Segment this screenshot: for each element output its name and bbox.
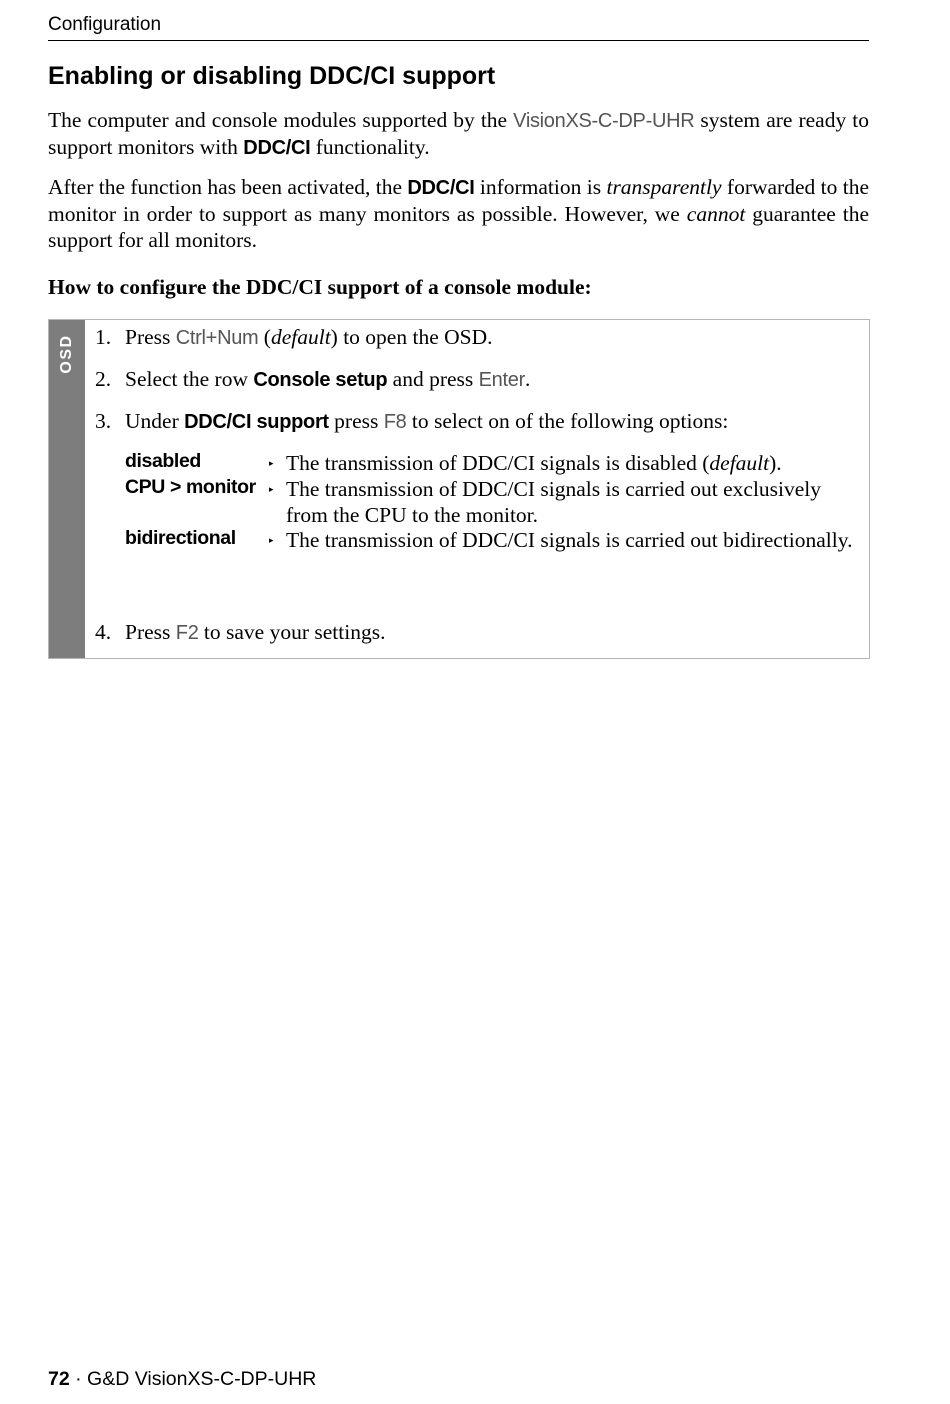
ddc-term: DDC/CI <box>243 137 311 159</box>
intro-paragraph: The computer and console modules supported by the VisionXS-C-DP-UHR system are ready to support monitors with DDC/CI functionality. <box>48 108 869 159</box>
triangle-right-icon: ▸ <box>269 458 274 468</box>
step-1: 1. Press Ctrl+Num (default) to open the OSD. <box>95 325 493 349</box>
key-f2: F2 <box>175 622 199 644</box>
key-ctrl-num: Ctrl+Num <box>175 327 259 349</box>
emphasis: cannot <box>686 202 746 226</box>
emphasis: transparently <box>606 175 722 199</box>
osd-procedure-box <box>48 319 870 659</box>
option-bidirectional-term: bidirectional <box>125 527 236 549</box>
activation-paragraph: After the function has been activated, the DDC/CI information is transparently forwarded to the monitor in order to support as many monitors as possible. However, we cannot guarantee the support for all monitors. <box>48 175 869 252</box>
running-header: Configuration <box>48 14 869 41</box>
ddc-term: DDC/CI <box>407 177 475 199</box>
option-bidirectional-desc: The transmission of DDC/CI signals is carried out bidirectionally. <box>286 528 853 552</box>
step-4: 4. Press F2 to save your settings. <box>95 620 386 644</box>
menu-term-console-setup: Console setup <box>253 369 388 391</box>
document-title: G&D VisionXS-C-DP-UHR <box>87 1368 317 1390</box>
step-3: 3. Under DDC/CI support press F8 to select on of the following options: <box>95 409 729 433</box>
key-enter: Enter <box>478 369 525 391</box>
procedure-heading: How to configure the DDC/CI support of a console module: <box>48 275 592 299</box>
osd-side-bar <box>49 320 85 658</box>
page-footer: 72 · G&D VisionXS-C-DP-UHR <box>48 1368 317 1390</box>
page-title: Enabling or disabling DDC/CI support <box>48 62 496 90</box>
page-number: 72 <box>48 1368 70 1390</box>
option-cpu-monitor-term: CPU > monitor <box>125 476 256 498</box>
product-name: VisionXS-C-DP-UHR <box>513 110 695 132</box>
menu-term-ddc-support: DDC/CI support <box>184 411 329 433</box>
option-disabled-desc: The transmission of DDC/CI signals is disabled (default). <box>286 451 782 475</box>
triangle-right-icon: ▸ <box>269 535 274 545</box>
key-f8: F8 <box>383 411 407 433</box>
step-2: 2. Select the row Console setup and press Enter. <box>95 367 531 391</box>
option-disabled-term: disabled <box>125 450 201 472</box>
osd-label: OSD <box>58 334 75 374</box>
triangle-right-icon: ▸ <box>269 484 274 494</box>
option-cpu-monitor-desc: The transmission of DDC/CI signals is carried out exclusively from the CPU to the monitor. <box>286 477 822 527</box>
